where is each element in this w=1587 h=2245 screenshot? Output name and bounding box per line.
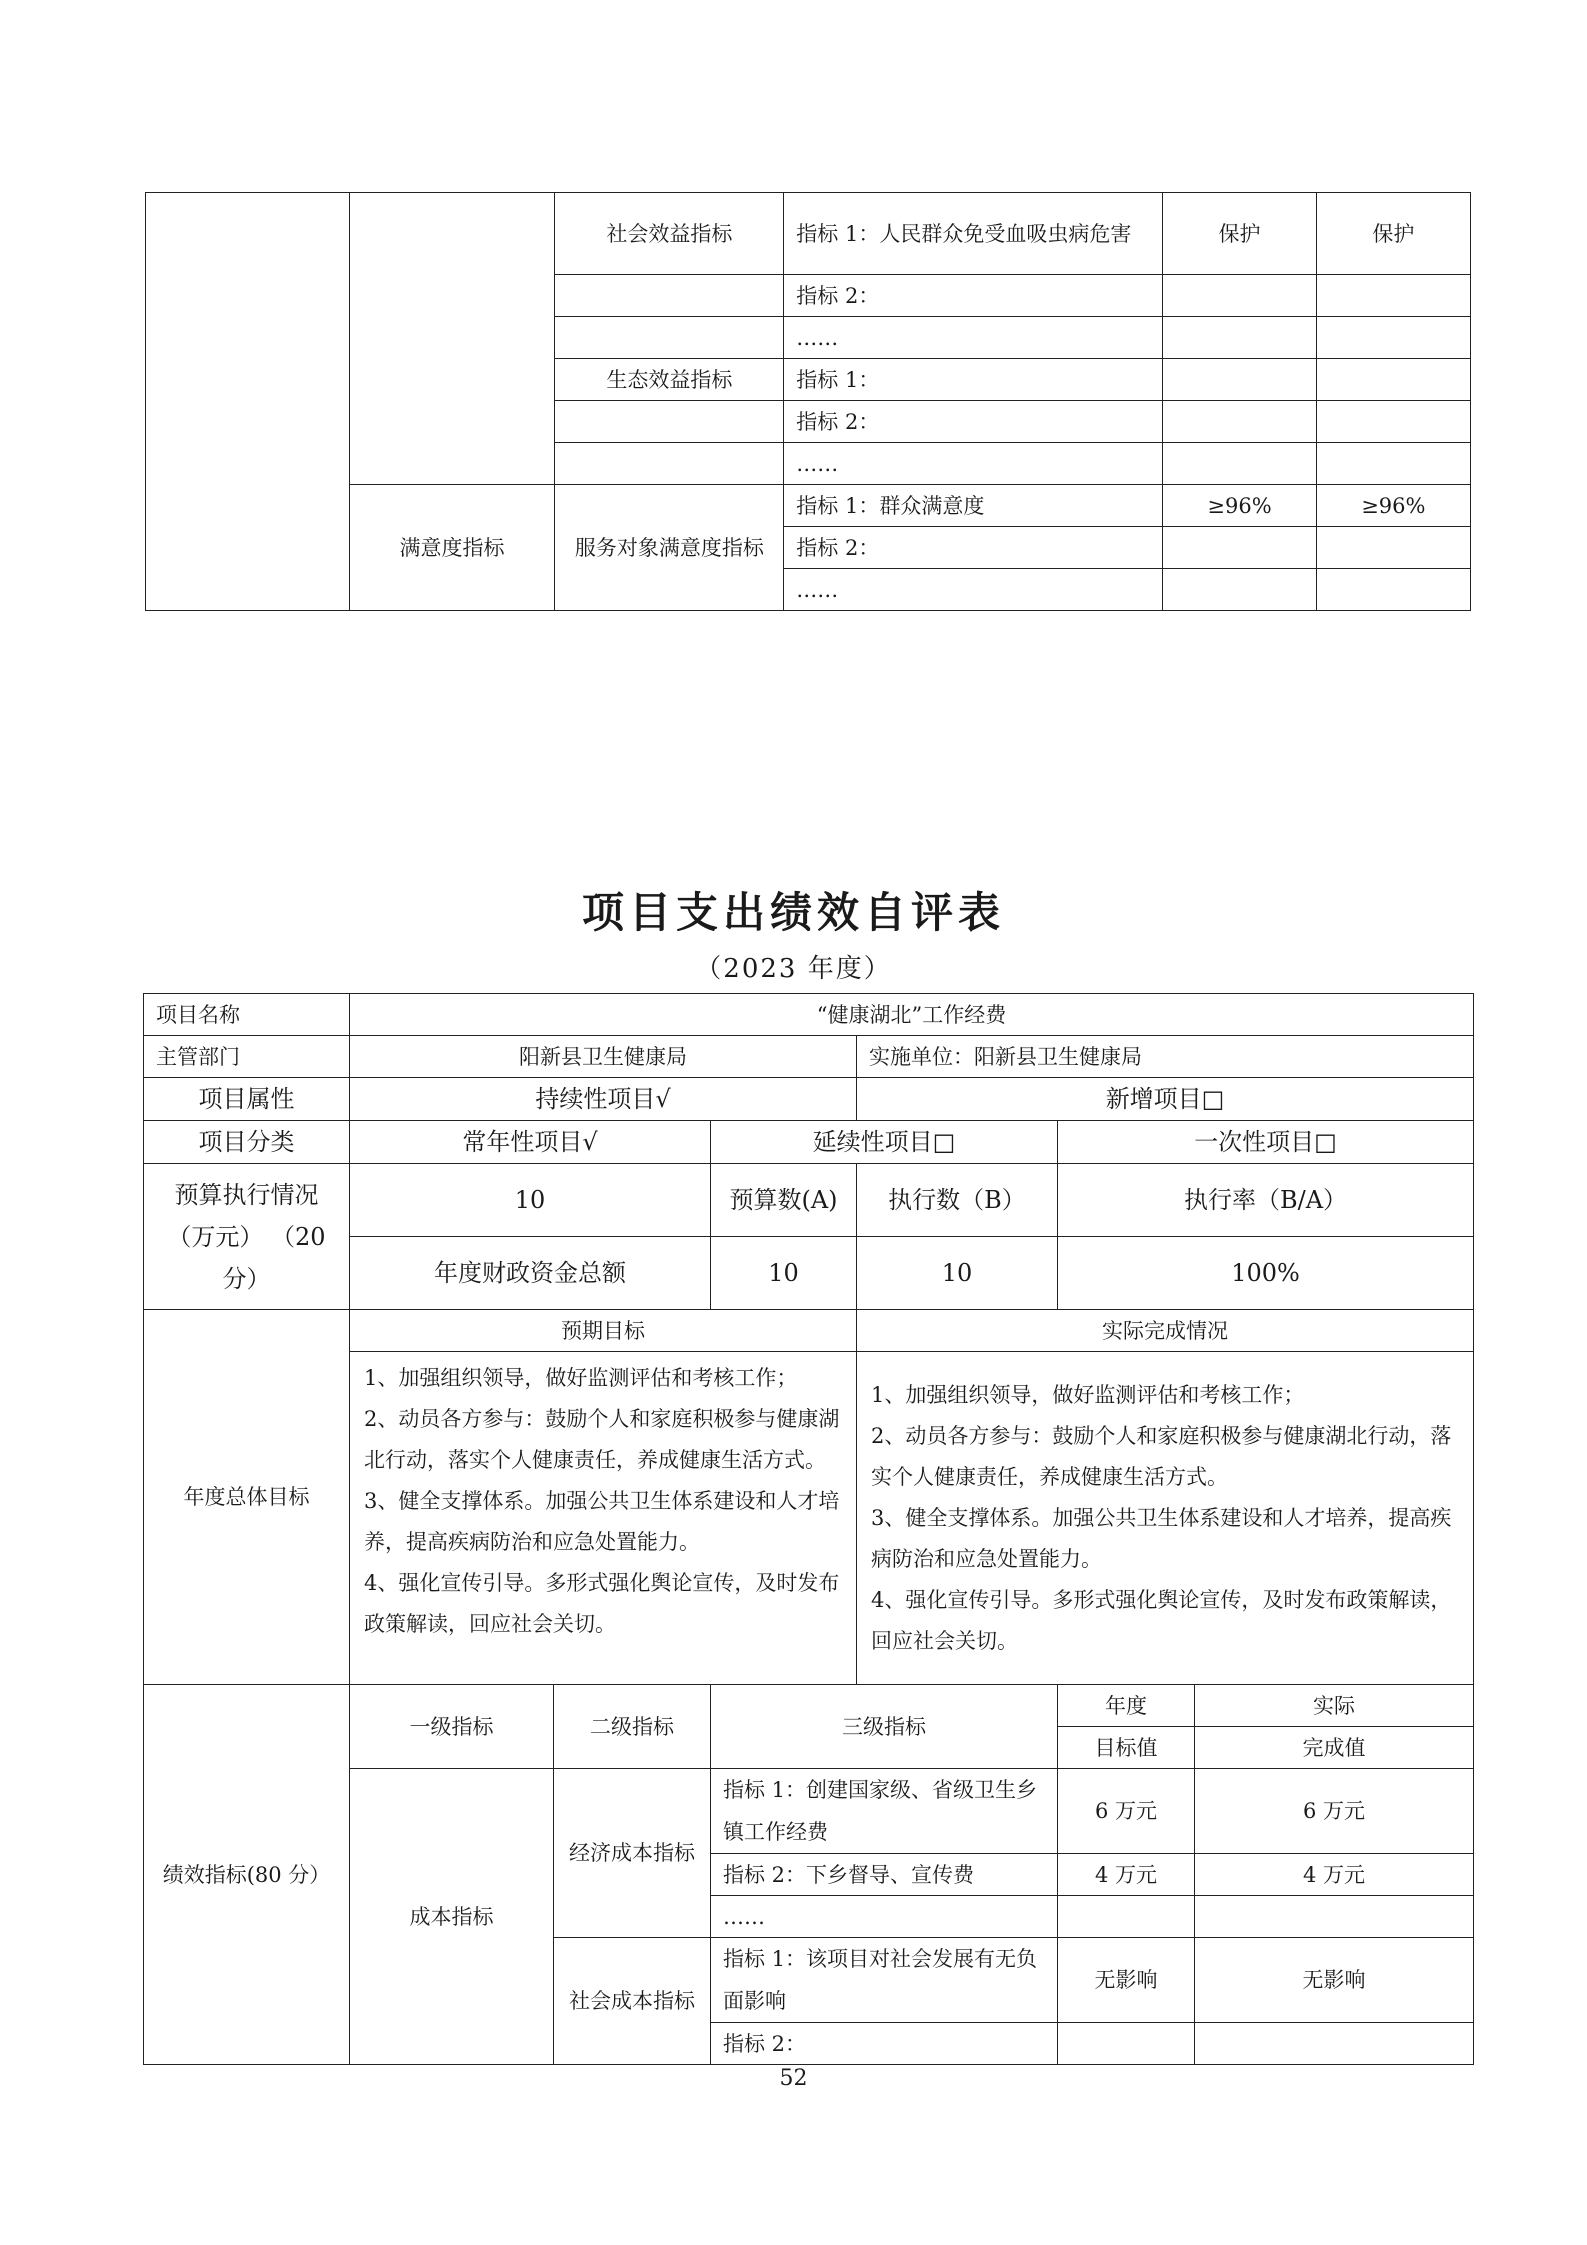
social-indicator-1: 指标 1：该项目对社会发展有无负面影响 <box>711 1938 1058 2023</box>
blank-cell <box>1316 527 1470 569</box>
budget-a-header: 预算数(A) <box>711 1164 857 1237</box>
goal-item: 3、健全支撑体系。加强公共卫生体系建设和人才培养，提高疾病防治和应急处置能力。 <box>871 1505 1452 1571</box>
exec-b-header: 执行数（B） <box>857 1164 1058 1237</box>
class-extended: 延续性项目□ <box>711 1121 1058 1164</box>
indicator-level3: 指标 2： <box>784 401 1163 443</box>
econ-indicator-2-actual: 4 万元 <box>1195 1854 1474 1896</box>
econ-indicator-2: 指标 2：下乡督导、宣传费 <box>711 1854 1058 1896</box>
indicator-level2: 生态效益指标 <box>555 359 784 401</box>
total-funds-label: 年度财政资金总额 <box>350 1237 711 1310</box>
blank-cell <box>1195 2023 1474 2065</box>
target-header: 目标值 <box>1058 1727 1195 1769</box>
blank-cell <box>555 275 784 317</box>
year-header: 年度 <box>1058 1685 1195 1727</box>
blank-cell <box>1163 359 1316 401</box>
indicator-level2: 社会效益指标 <box>555 193 784 275</box>
dept-label: 主管部门 <box>144 1036 350 1078</box>
blank-cell <box>1163 443 1316 485</box>
total-b: 10 <box>857 1237 1058 1310</box>
project-name: “健康湖北”工作经费 <box>350 994 1474 1036</box>
class-onetime: 一次性项目□ <box>1058 1121 1474 1164</box>
expected-goals <box>350 1352 857 1685</box>
indicator-level3: 指标 1：群众满意度 <box>784 485 1163 527</box>
indicator-level3: 指标 2： <box>784 527 1163 569</box>
blank-cell <box>349 193 555 485</box>
indicator-level3: 指标 2： <box>784 275 1163 317</box>
budget-label: 预算执行情况（万元） （20分） <box>144 1164 350 1310</box>
actual-value: ≥96% <box>1316 485 1470 527</box>
indicator-level3: …… <box>784 443 1163 485</box>
budget-score: 10 <box>350 1164 711 1237</box>
blank-cell <box>1316 569 1470 611</box>
blank-cell <box>555 401 784 443</box>
econ-indicator-1: 指标 1：创建国家级、省级卫生乡镇工作经费 <box>711 1769 1058 1854</box>
social-indicator-2: 指标 2： <box>711 2023 1058 2065</box>
econ-cost: 经济成本指标 <box>554 1769 711 1938</box>
blank-cell <box>1163 569 1316 611</box>
expected-header: 预期目标 <box>350 1310 857 1352</box>
goal-item: 1、加强组织领导，做好监测评估和考核工作； <box>364 1366 798 1390</box>
done-header: 完成值 <box>1195 1727 1474 1769</box>
blank-cell <box>1316 317 1470 359</box>
blank-cell <box>555 443 784 485</box>
actual-value: 保护 <box>1316 193 1470 275</box>
goal-item: 2、动员各方参与：鼓励个人和家庭积极参与健康湖北行动，落实个人健康责任，养成健康生活方式。 <box>871 1423 1452 1489</box>
project-name-label: 项目名称 <box>144 994 350 1036</box>
blank-cell <box>1316 275 1470 317</box>
social-cost: 社会成本指标 <box>554 1938 711 2065</box>
document-title: 项目支出绩效自评表 <box>581 888 1005 937</box>
total-rate: 100% <box>1058 1237 1474 1310</box>
lvl1-header: 一级指标 <box>350 1685 554 1769</box>
dept-value: 阳新县卫生健康局 <box>350 1036 857 1078</box>
indicator-level3: …… <box>784 569 1163 611</box>
blank-cell <box>1316 401 1470 443</box>
attr-label: 项目属性 <box>144 1078 350 1121</box>
blank-cell <box>1163 275 1316 317</box>
indicator-level3: …… <box>784 317 1163 359</box>
blank-cell <box>555 317 784 359</box>
goal-item: 3、健全支撑体系。加强公共卫生体系建设和人才培养，提高疾病防治和应急处置能力。 <box>364 1489 840 1554</box>
econ-indicator-3: …… <box>711 1896 1058 1938</box>
blank-cell <box>146 193 350 611</box>
blank-cell <box>1163 527 1316 569</box>
actual-header: 实际完成情况 <box>857 1310 1474 1352</box>
goal-label: 年度总体目标 <box>144 1310 350 1685</box>
attr-continuing: 持续性项目√ <box>350 1078 857 1121</box>
self-evaluation-table <box>143 993 1474 2065</box>
attr-new: 新增项目□ <box>857 1078 1474 1121</box>
total-a: 10 <box>711 1237 857 1310</box>
class-regular: 常年性项目√ <box>350 1121 711 1164</box>
actual-header-2: 实际 <box>1195 1685 1474 1727</box>
class-label: 项目分类 <box>144 1121 350 1164</box>
blank-cell <box>1195 1896 1474 1938</box>
indicator-level3: 指标 1： <box>784 359 1163 401</box>
econ-indicator-2-target: 4 万元 <box>1058 1854 1195 1896</box>
indicator-level3: 指标 1：人民群众免受血吸虫病危害 <box>784 193 1163 275</box>
blank-cell <box>1163 317 1316 359</box>
impl-unit: 实施单位：阳新县卫生健康局 <box>857 1036 1474 1078</box>
lvl2-header: 二级指标 <box>554 1685 711 1769</box>
goal-item: 4、强化宣传引导。多形式强化舆论宣传，及时发布政策解读，回应社会关切。 <box>364 1571 840 1636</box>
social-indicator-1-target: 无影响 <box>1058 1938 1195 2023</box>
blank-cell <box>1058 2023 1195 2065</box>
target-value: ≥96% <box>1163 485 1316 527</box>
document-subtitle: （2023 年度） <box>695 954 892 984</box>
cost-indicator: 成本指标 <box>350 1769 554 2065</box>
blank-cell <box>1058 1896 1195 1938</box>
goal-item: 1、加强组织领导，做好监测评估和考核工作； <box>871 1382 1305 1407</box>
blank-cell <box>1163 401 1316 443</box>
goal-item: 4、强化宣传引导。多形式强化舆论宣传，及时发布政策解读，回应社会关切。 <box>871 1587 1452 1653</box>
blank-cell <box>1316 359 1470 401</box>
indicator-level1: 满意度指标 <box>349 485 555 611</box>
perf-label: 绩效指标(80 分） <box>144 1685 350 2065</box>
blank-cell <box>1316 443 1470 485</box>
econ-indicator-1-actual: 6 万元 <box>1195 1769 1474 1854</box>
social-indicator-1-actual: 无影响 <box>1195 1938 1474 2023</box>
actual-goals <box>857 1352 1474 1685</box>
target-value: 保护 <box>1163 193 1316 275</box>
page-number: 52 <box>779 2066 808 2091</box>
econ-indicator-1-target: 6 万元 <box>1058 1769 1195 1854</box>
exec-rate-header: 执行率（B/A） <box>1058 1164 1474 1237</box>
continuation-table <box>145 192 1471 611</box>
lvl3-header: 三级指标 <box>711 1685 1058 1769</box>
indicator-level2: 服务对象满意度指标 <box>555 485 784 611</box>
goal-item: 2、动员各方参与：鼓励个人和家庭积极参与健康湖北行动，落实个人健康责任，养成健康生活方式。 <box>364 1407 840 1472</box>
